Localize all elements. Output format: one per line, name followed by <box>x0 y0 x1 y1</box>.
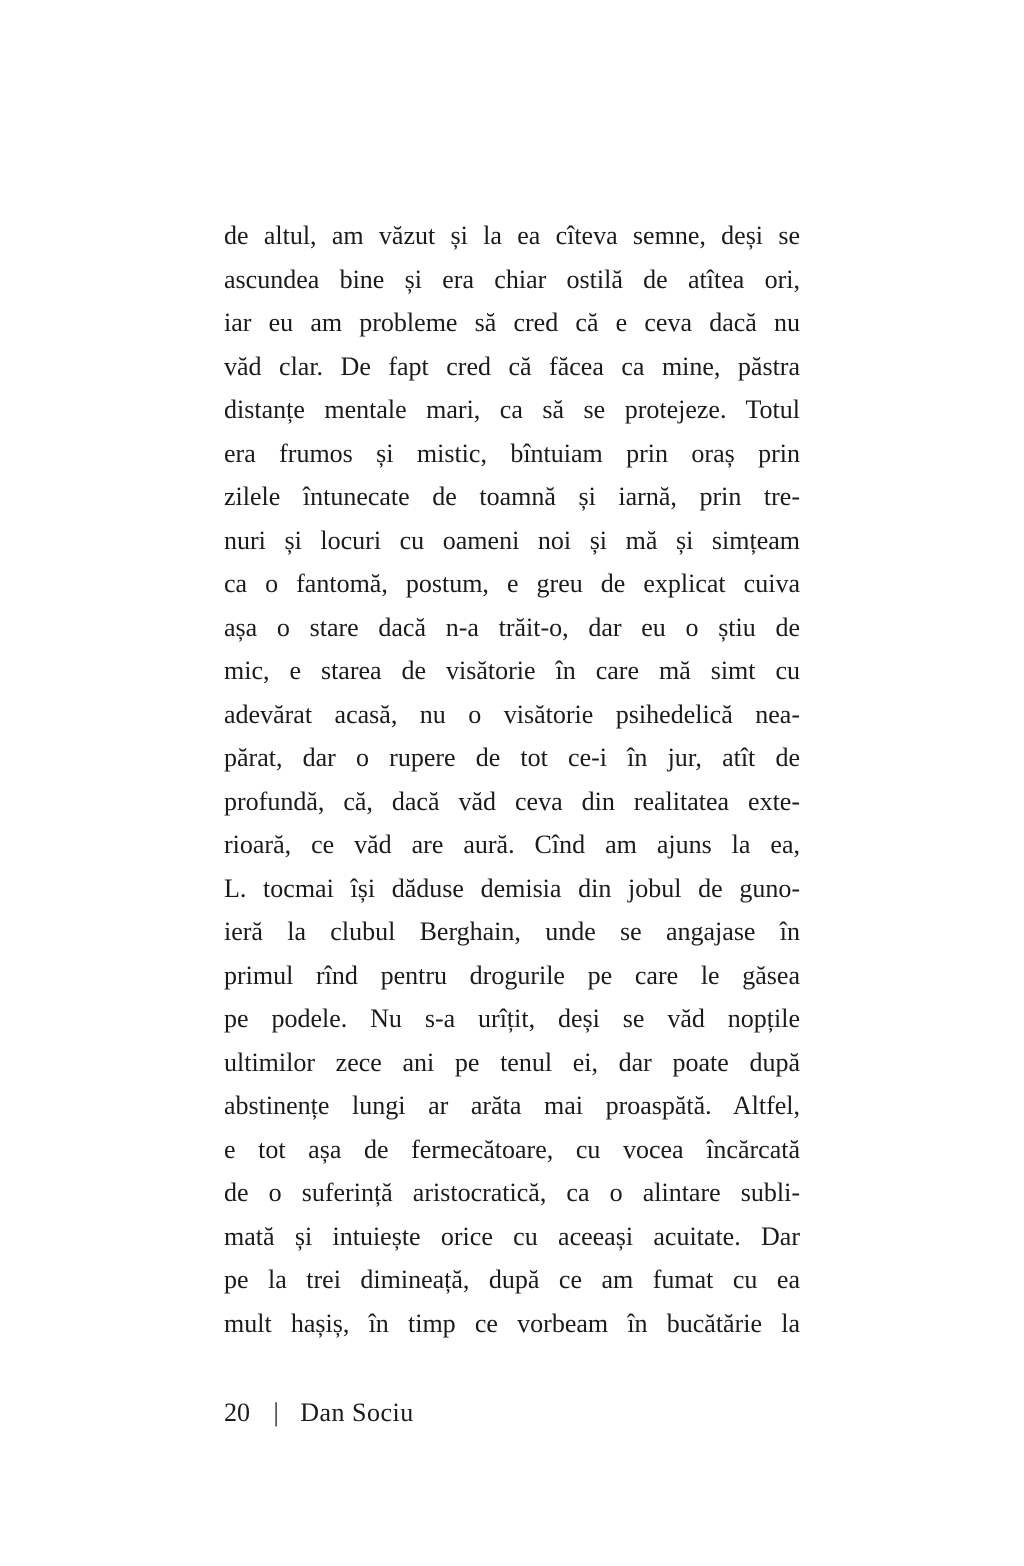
text-line: profundă, că, dacă văd ceva din realitatea exte- <box>224 786 800 816</box>
footer-separator: | <box>273 1398 279 1427</box>
text-line: era frumos și mistic, bîntuiam prin oraș prin <box>224 438 800 468</box>
text-line: mată și intuiește orice cu aceeași acuitate. Dar <box>224 1221 800 1251</box>
text-line: distanțe mentale mari, ca să se protejeze. Totul <box>224 395 800 424</box>
text-line: primul rînd pentru drogurile pe care le găsea <box>224 960 800 990</box>
text-line: zilele întunecate de toamnă și iarnă, prin tre- <box>224 482 800 511</box>
text-line: adevărat acasă, nu o visătorie psihedelică nea- <box>224 699 800 729</box>
text-line: de altul, am văzut și la ea cîteva semne, deși se <box>224 221 800 250</box>
text-line: așa o stare dacă n-a trăit-o, dar eu o știu de <box>224 612 800 642</box>
text-line: ca o fantomă, postum, e greu de explicat cuiva <box>224 569 800 598</box>
page-footer <box>224 1398 414 1428</box>
text-line: e tot așa de fermecătoare, cu vocea încărcată <box>224 1134 800 1164</box>
text-line: L. tocmai își dăduse demisia din jobul de guno- <box>224 873 800 903</box>
text-line: părat, dar o rupere de tot ce-i în jur, atît de <box>224 743 800 772</box>
text-line: iar eu am probleme să cred că e ceva dacă nu <box>224 308 800 337</box>
text-line: mult hașiș, în timp ce vorbeam în bucătărie la <box>224 1308 800 1338</box>
text-line: mic, e starea de visătorie în care mă simt cu <box>224 656 800 685</box>
paragraph-text <box>224 214 800 1345</box>
text-line: de o suferință aristocratică, ca o alintare subli- <box>224 1178 800 1207</box>
text-line: rioară, ce văd are aură. Cînd am ajuns la ea, <box>224 830 800 859</box>
running-footer-author: Dan Sociu <box>300 1398 414 1427</box>
text-line: ieră la clubul Berghain, unde se angajase în <box>224 917 800 946</box>
text-line: pe podele. Nu s-a urîțit, deși se văd nopțile <box>224 1004 800 1033</box>
text-line: văd clar. De fapt cred că făcea ca mine, păstra <box>224 351 800 381</box>
text-line: abstinențe lungi ar arăta mai proaspătă. Altfel, <box>224 1091 800 1120</box>
text-line: ultimilor zece ani pe tenul ei, dar poate după <box>224 1047 800 1077</box>
text-line: pe la trei dimineață, după ce am fumat cu ea <box>224 1265 800 1294</box>
text-line: nuri și locuri cu oameni noi și mă și simțeam <box>224 525 800 555</box>
text-line: ascundea bine și era chiar ostilă de atîtea ori, <box>224 264 800 294</box>
page-number: 20 <box>224 1398 250 1427</box>
